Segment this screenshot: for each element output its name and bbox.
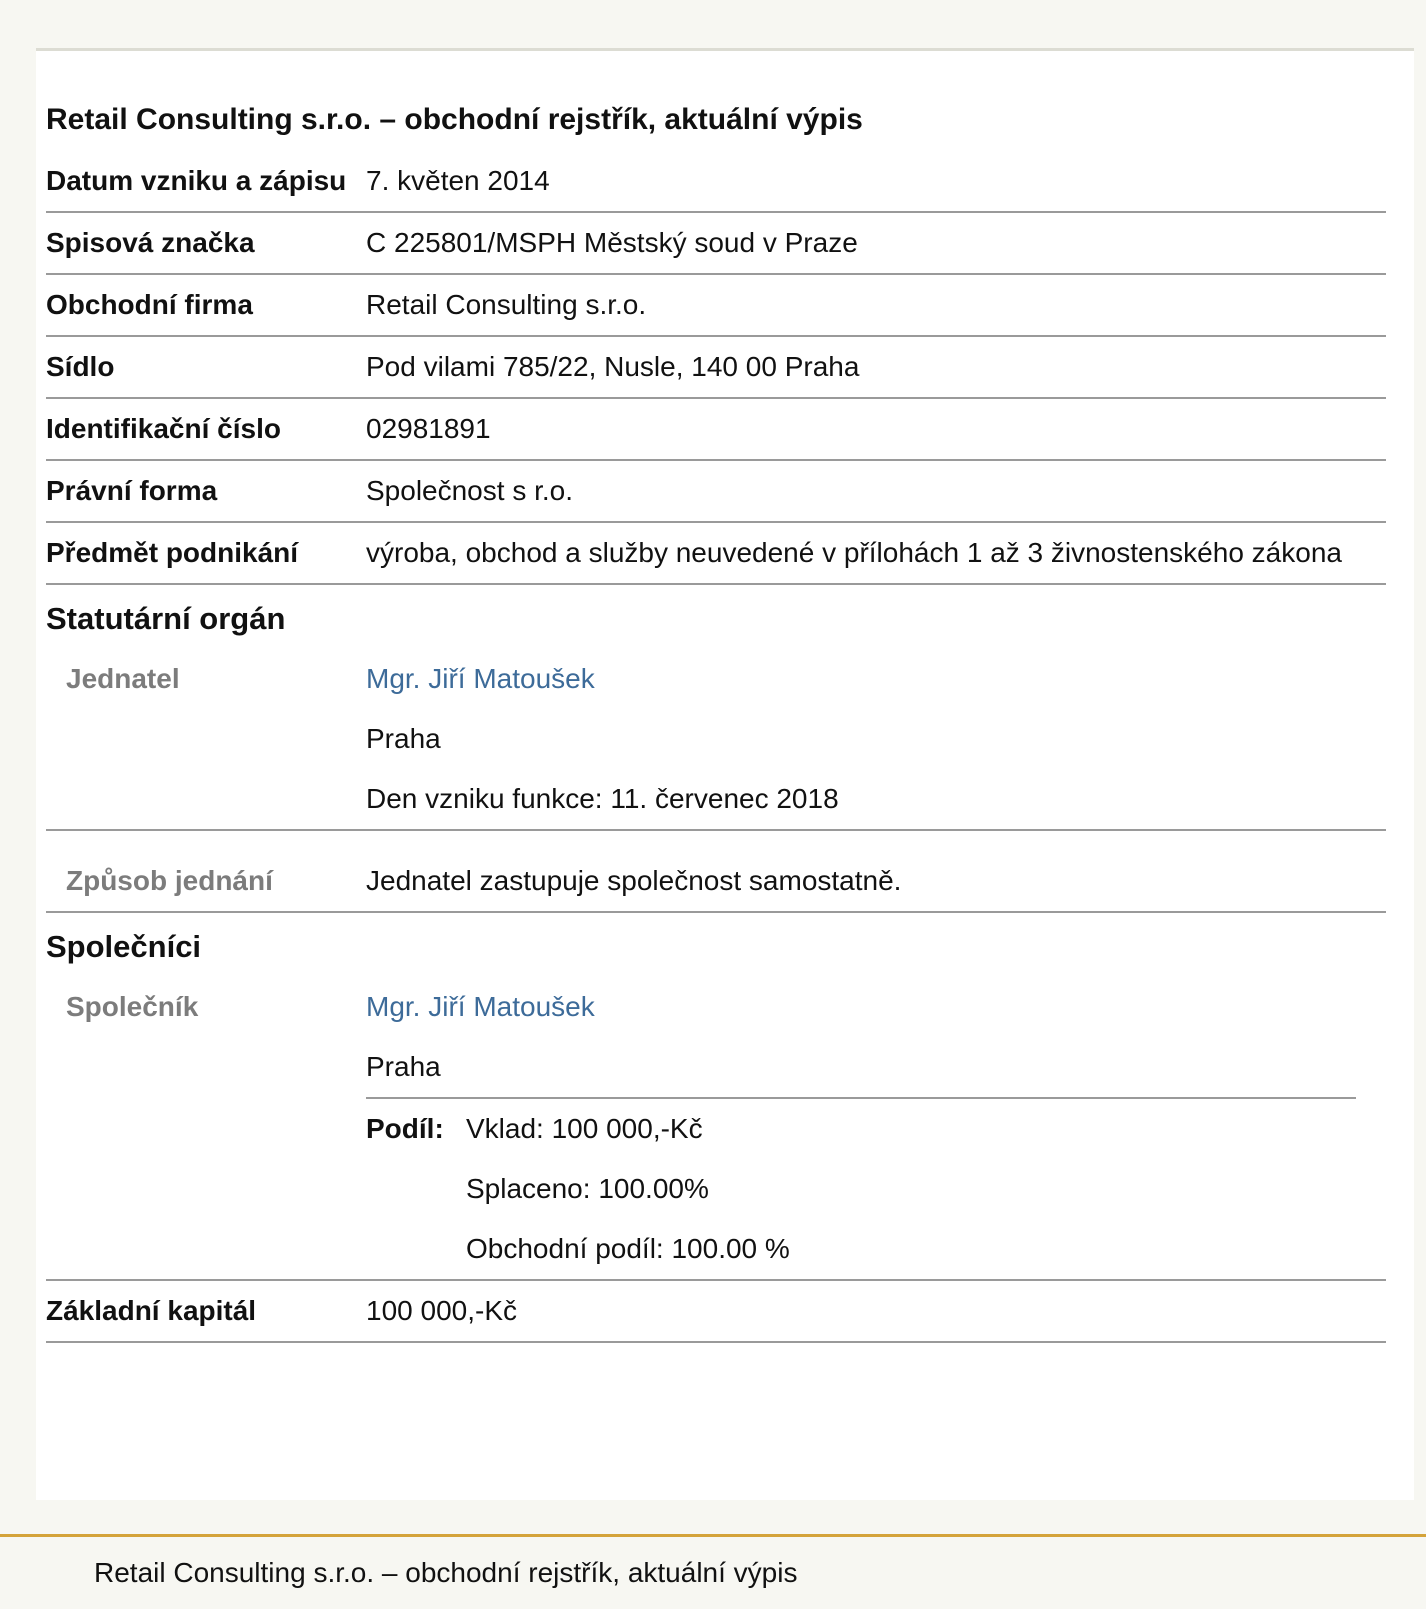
row-label: Datum vzniku a zápisu (46, 165, 347, 196)
section-statutarni-organ: Statutární orgán (46, 601, 286, 636)
row-datum-vzniku (46, 151, 1386, 213)
row-pravni-forma (46, 461, 1386, 523)
row-spolecnik (46, 977, 1386, 1281)
row-zakladni-kapital (46, 1281, 1386, 1343)
register-extract-card (36, 48, 1414, 1500)
row-value: 100 000,-Kč (366, 1295, 517, 1326)
section-spolecnici: Společníci (46, 929, 202, 964)
row-identifikacni-cislo (46, 399, 1386, 461)
row-value: C 225801/MSPH Městský soud v Praze (366, 227, 858, 258)
row-predmet-podnikani (46, 523, 1386, 585)
row-label: Obchodní firma (46, 289, 253, 320)
share-details (466, 1099, 790, 1279)
person-city: Praha (366, 1051, 441, 1082)
row-value: 7. květen 2014 (366, 165, 550, 196)
row-value (366, 977, 1386, 1279)
person-link[interactable]: Mgr. Jiří Matoušek (366, 663, 595, 694)
row-spisova-znacka (46, 213, 1386, 275)
row-value: Jednatel zastupuje společnost samostatně. (366, 865, 902, 896)
row-value: Společnost s r.o. (366, 475, 574, 506)
function-since: Den vzniku funkce: 11. červenec 2018 (366, 783, 839, 814)
row-zpusob-jednani (46, 831, 1386, 913)
row-label: Způsob jednání (66, 865, 273, 896)
row-label: Základní kapitál (46, 1295, 257, 1326)
person-city: Praha (366, 723, 441, 754)
row-value: Pod vilami 785/22, Nusle, 140 00 Praha (366, 351, 860, 382)
share-obchodni-podil: Obchodní podíl: 100.00 % (466, 1233, 790, 1264)
row-sidlo (46, 337, 1386, 399)
row-label: Předmět podnikání (46, 537, 299, 568)
footer-title: Retail Consulting s.r.o. – obchodní rejstřík, aktuální výpis (94, 1557, 798, 1588)
row-label: Jednatel (66, 663, 180, 694)
person-link[interactable]: Mgr. Jiří Matoušek (366, 991, 595, 1022)
row-label: Spisová značka (46, 227, 255, 258)
row-obchodni-firma (46, 275, 1386, 337)
row-jednatel (46, 649, 1386, 831)
footer (0, 1534, 1426, 1609)
row-value: výroba, obchod a služby neuvedené v přílohách 1 až 3 živnostenského zákona (366, 537, 1342, 568)
share-block (366, 1097, 1356, 1279)
register-extract-content (46, 51, 1386, 1343)
share-label: Podíl: (366, 1113, 444, 1144)
row-label: Právní forma (46, 475, 218, 506)
page-title: Retail Consulting s.r.o. – obchodní rejstřík, aktuální výpis (46, 103, 863, 136)
row-label: Identifikační číslo (46, 413, 281, 444)
share-vklad: Vklad: 100 000,-Kč (466, 1113, 703, 1144)
row-label: Společník (66, 991, 199, 1022)
row-value: 02981891 (366, 413, 491, 444)
row-value: Retail Consulting s.r.o. (366, 289, 647, 320)
row-value (366, 649, 1386, 829)
row-label: Sídlo (46, 351, 115, 382)
share-splaceno: Splaceno: 100.00% (466, 1173, 709, 1204)
